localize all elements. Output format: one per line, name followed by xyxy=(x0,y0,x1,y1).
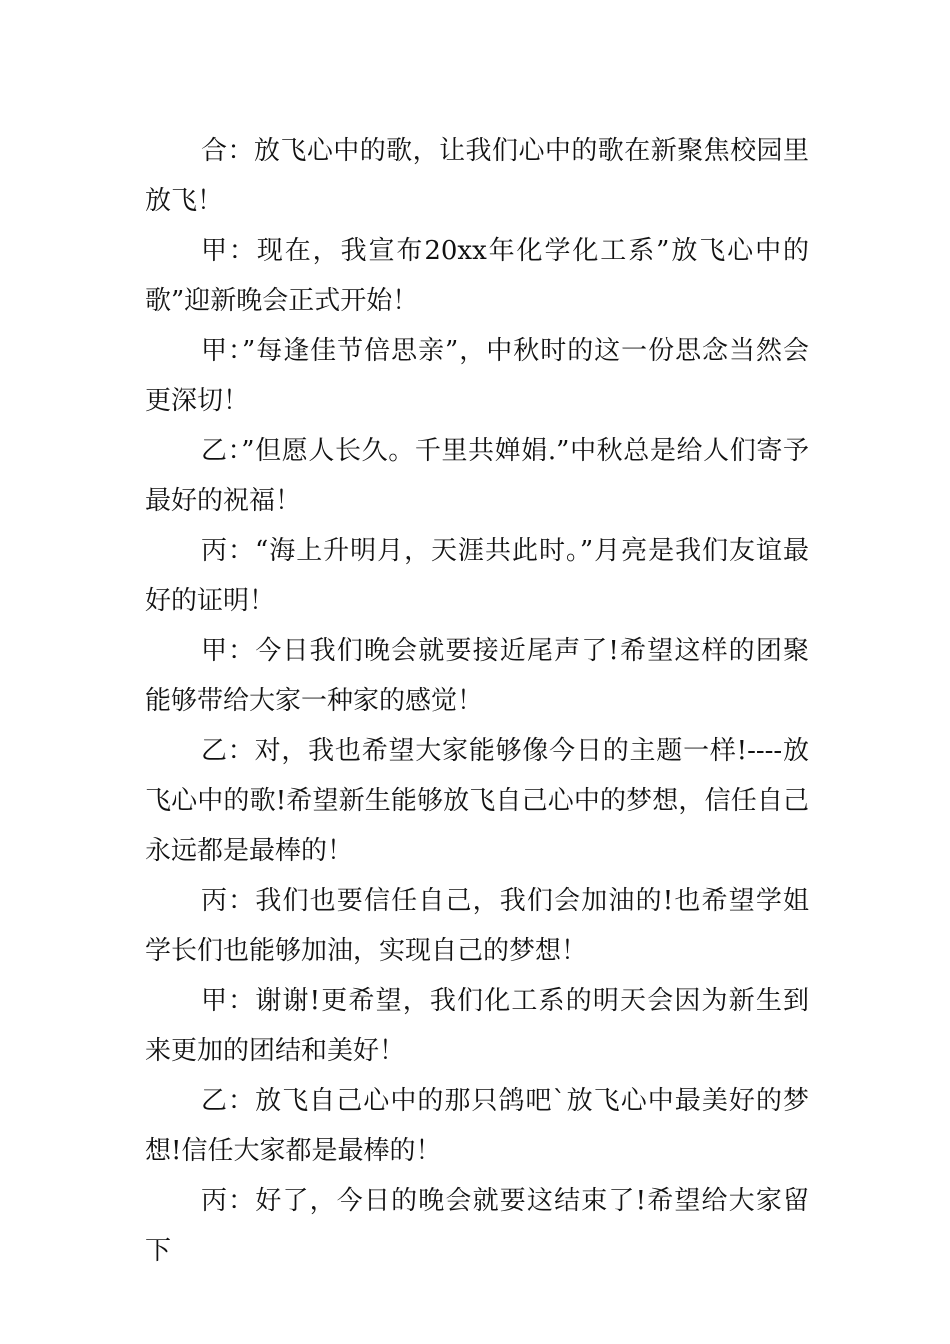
paragraph-5: 丙：“海上升明月，天涯共此时。”月亮是我们友谊最好的证明！ xyxy=(145,536,809,616)
paragraph-2: 甲：现在，我宣布20xx年化学化工系”放飞心中的歌”迎新晚会正式开始！ xyxy=(145,236,809,316)
paragraph-9: 甲：谢谢!更希望，我们化工系的明天会因为新生到来更加的团结和美好！ xyxy=(145,986,809,1066)
paragraph-4: 乙：”但愿人长久。千里共婵娟.”中秋总是给人们寄予最好的祝福！ xyxy=(145,436,809,516)
paragraph-11: 丙：好了，今日的晚会就要这结束了!希望给大家留下 xyxy=(145,1186,809,1266)
paragraph-10: 乙：放飞自己心中的那只鸽吧`放飞心中最美好的梦想!信任大家都是最棒的！ xyxy=(145,1086,809,1166)
paragraph-1: 合：放飞心中的歌，让我们心中的歌在新聚焦校园里放飞！ xyxy=(145,136,809,216)
paragraph-8: 丙：我们也要信任自己，我们会加油的!也希望学姐学长们也能够加油，实现自己的梦想！ xyxy=(145,886,809,966)
paragraph-3: 甲：”每逢佳节倍思亲”，中秋时的这一份思念当然会更深切！ xyxy=(145,336,809,416)
paragraph-6: 甲：今日我们晚会就要接近尾声了!希望这样的团聚能够带给大家一种家的感觉！ xyxy=(145,636,809,716)
paragraph-7: 乙：对，我也希望大家能够像今日的主题一样!----放飞心中的歌!希望新生能够放飞自己心中的梦想，信任自己永远都是最棒的！ xyxy=(145,736,809,866)
document-body xyxy=(145,126,809,1276)
